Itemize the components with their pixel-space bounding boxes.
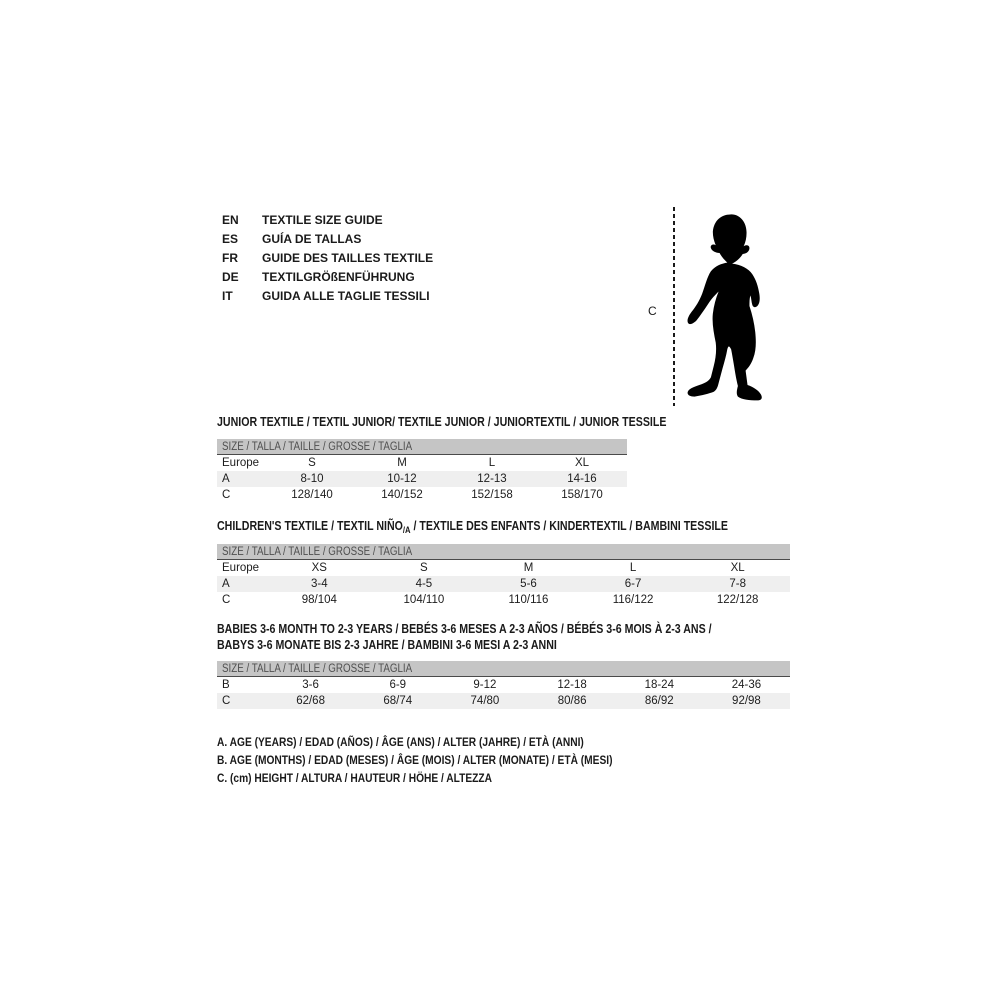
table-row: A 3-4 4-5 5-6 6-7 7-8 (217, 576, 790, 592)
height-marker-label: C (648, 304, 657, 318)
size-header-bar: SIZE / TALLA / TAILLE / GRÖSSE / TAGLIA (217, 661, 790, 677)
table-row: C 128/140 140/152 152/158 158/170 (222, 489, 603, 501)
language-code: EN (222, 212, 239, 227)
language-code: IT (222, 288, 233, 303)
language-label: GUÍA DE TALLAS (262, 231, 362, 246)
language-row-en (222, 210, 433, 229)
legend (217, 733, 682, 787)
legend-line-c: C. (cm) HEIGHT / ALTURA / HAUTEUR / HÖHE / ALTEZZA (217, 771, 493, 785)
language-code: FR (222, 250, 238, 265)
table-row: A 8-10 10-12 12-13 14-16 (217, 471, 627, 487)
junior-table-heading: JUNIOR TEXTILE / TEXTIL JUNIOR/ TEXTILE JUNIOR / JUNIORTEXTIL / JUNIOR TESSILE (217, 415, 667, 429)
size-header-bar: SIZE / TALLA / TAILLE / GRÖSSE / TAGLIA (217, 439, 627, 455)
junior-size-table (217, 439, 627, 503)
language-row-es (222, 229, 433, 248)
children-size-table (217, 544, 790, 608)
language-code: ES (222, 231, 239, 246)
language-list (222, 210, 433, 305)
legend-line-a: A. AGE (YEARS) / EDAD (AÑOS) / ÂGE (ANS) / ALTER (JAHRE) / ETÀ (ANNI) (217, 735, 584, 749)
table-row: C 62/68 68/74 74/80 80/86 86/92 92/98 (217, 693, 790, 709)
toddler-silhouette (682, 197, 788, 415)
table-row: Europe XS S M L XL (222, 562, 745, 574)
legend-line-b: B. AGE (MONTHS) / EDAD (MESES) / ÂGE (MOIS) / ALTER (MONATE) / ETÀ (MESI) (217, 753, 613, 767)
language-label: TEXTILGRÖßENFÜHRUNG (262, 269, 415, 284)
table-row: Europe S M L XL (222, 457, 590, 469)
language-row-it (222, 286, 433, 305)
language-label: GUIDE DES TAILLES TEXTILE (262, 250, 434, 265)
language-code: DE (222, 269, 239, 284)
language-label: TEXTILE SIZE GUIDE (262, 212, 383, 227)
language-row-fr (222, 248, 433, 267)
size-header-bar: SIZE / TALLA / TAILLE / GRÖSSE / TAGLIA (217, 544, 790, 560)
babies-table-heading: BABIES 3-6 MONTH TO 2-3 YEARS / BEBÉS 3-6 MESES A 2-3 AÑOS / BÉBÉS 3-6 MOIS À 2-3 ANS / BABYS 3-6 MONATE BIS 2-3 JAHRE / BAMBINI 3-6 MESI A 2-3 ANNI (217, 622, 712, 652)
height-measure-dashed-line (673, 207, 675, 406)
language-label: GUIDA ALLE TAGLIE TESSILI (262, 288, 430, 303)
table-row: B 3-6 6-9 9-12 12-18 18-24 24-36 (222, 679, 762, 691)
language-row-de (222, 267, 433, 286)
children-table-heading: CHILDREN'S TEXTILE / TEXTIL $NIÑO_{/A}$ / TEXTILE DES ENFANTS / KINDERTEXTIL / BAMBINI TESSILE (217, 519, 728, 535)
babies-size-table (217, 661, 790, 709)
table-row: C 98/104 104/110 110/116 116/122 122/128 (222, 594, 759, 606)
